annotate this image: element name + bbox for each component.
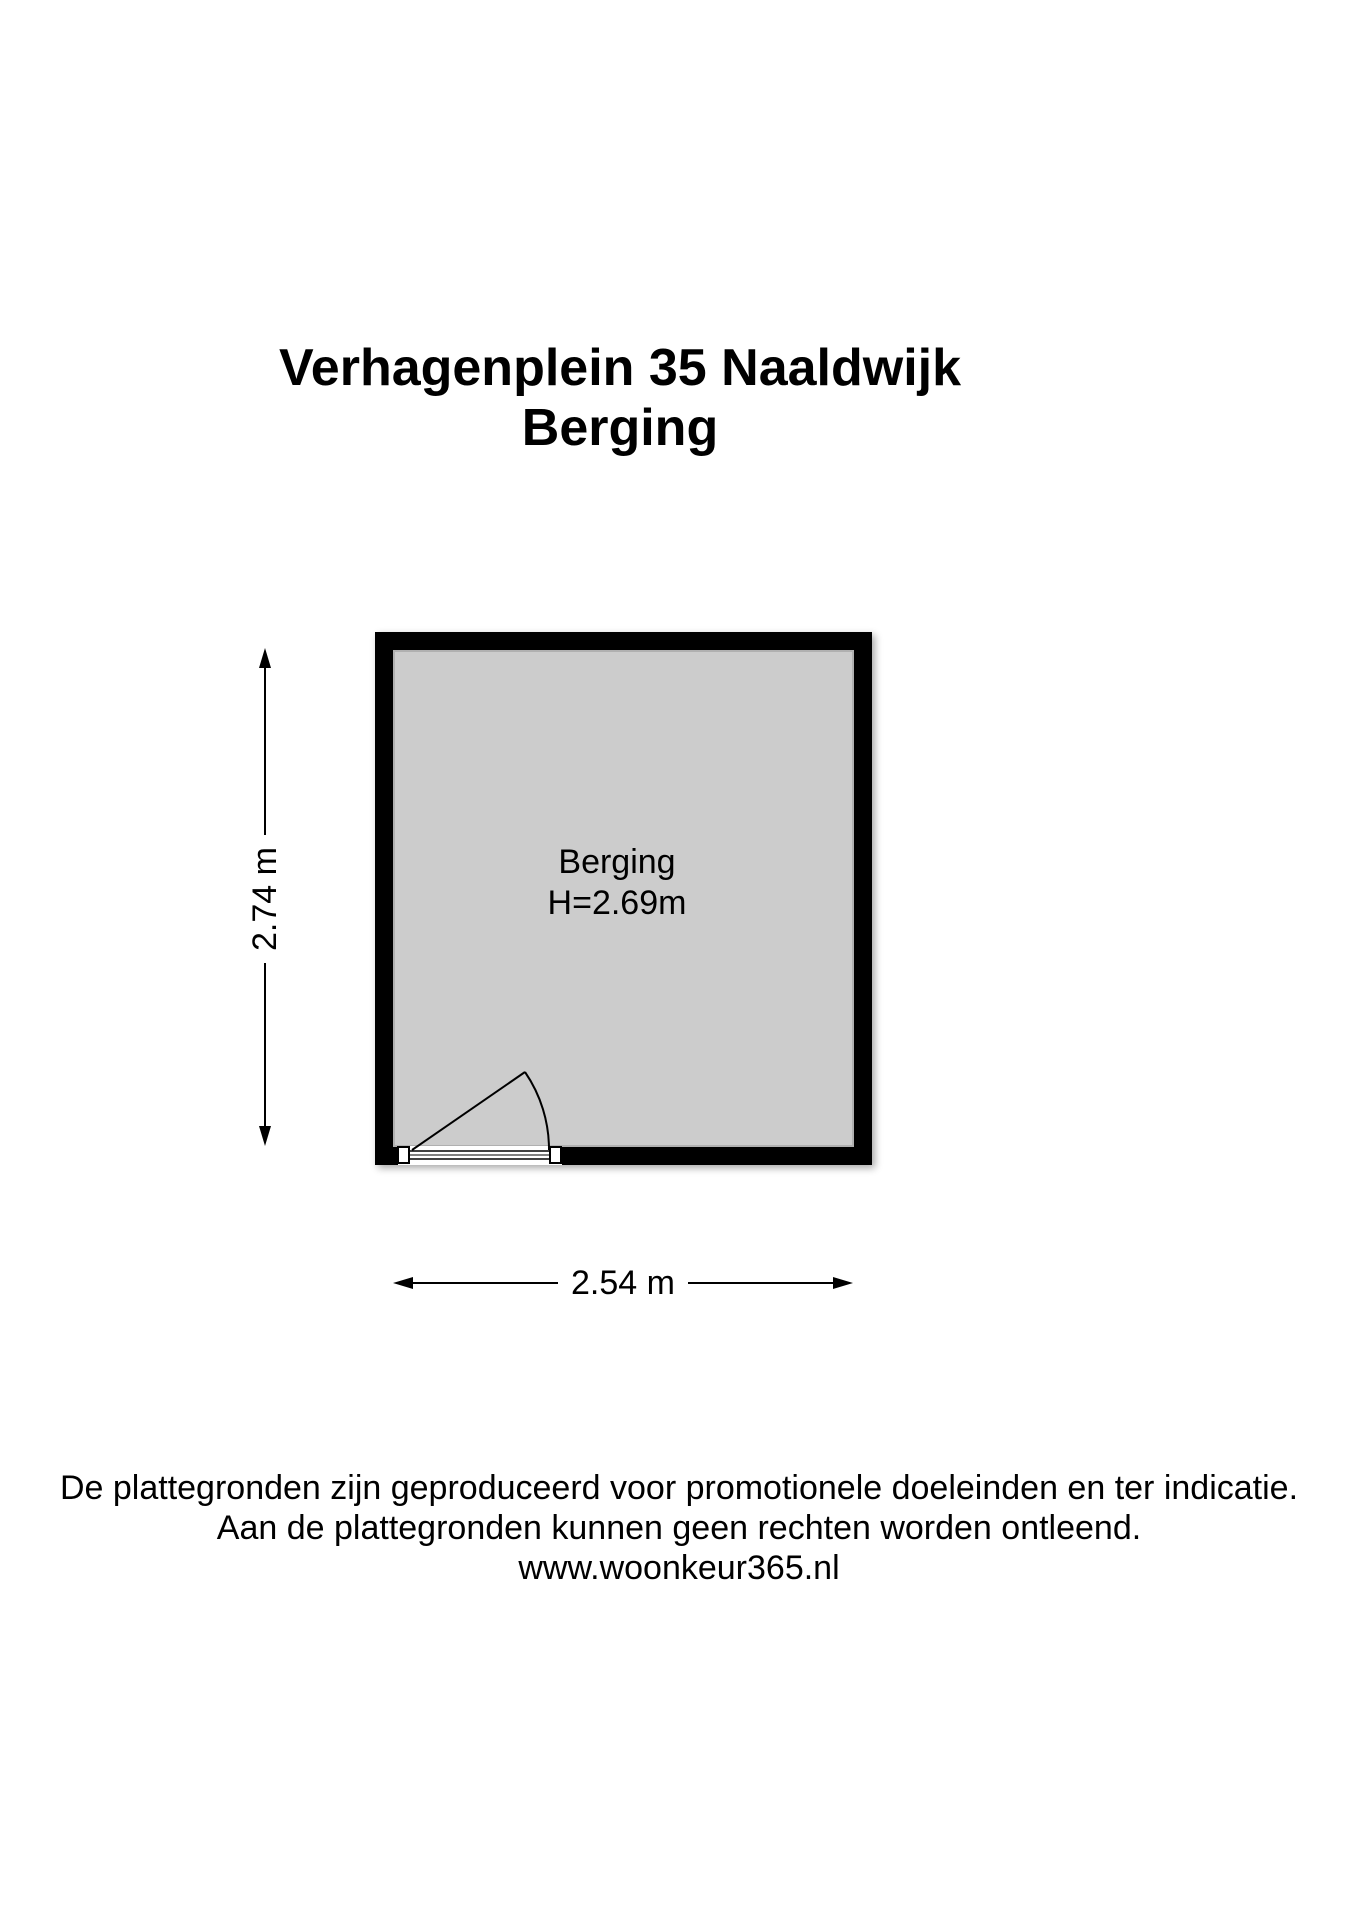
- depth-dimension: [246, 648, 284, 1146]
- website-url: www.woonkeur365.nl: [518, 1549, 840, 1587]
- arrow-left-icon: [393, 1277, 413, 1289]
- disclaimer-line-1: De plattegronden zijn geproduceerd voor promotionele doeleinden en ter indicatie.: [59, 1469, 1299, 1507]
- page-title: Verhagenplein 35 Naaldwijk: [278, 339, 962, 397]
- arrow-down-icon: [259, 1126, 271, 1146]
- room-height: H=2.69m: [547, 884, 687, 922]
- door-jamb-right: [550, 1147, 561, 1163]
- width-label: 2.54 m: [571, 1264, 675, 1302]
- disclaimer-line-2: Aan de plattegronden kunnen geen rechten worden ontleend.: [216, 1509, 1142, 1547]
- room-name: Berging: [558, 843, 676, 881]
- page-subtitle: Berging: [521, 399, 719, 457]
- depth-label: 2.74 m: [246, 847, 284, 951]
- arrow-up-icon: [259, 648, 271, 668]
- door-jamb-left: [398, 1147, 409, 1163]
- width-dimension: [393, 1264, 853, 1302]
- arrow-right-icon: [833, 1277, 853, 1289]
